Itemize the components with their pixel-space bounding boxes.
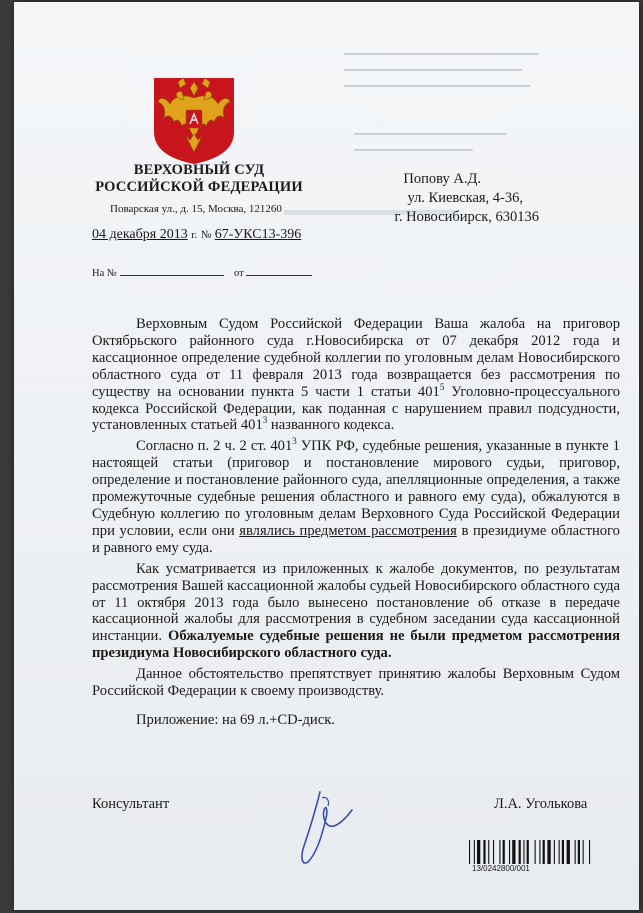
reference-date-blank [246, 266, 312, 276]
p2-end: в президиуме областного и равного ему суда. [92, 522, 620, 556]
p2-mid: УПК РФ, судебные решения, указанные в пункте 1 настоящей статьи (приговор и постановление мирового судьи, приговор, определение и постановление районного суда, апелляционные определения, а также промежуточные судебные решения областного и равного ему суда), обжалуются в Судебную коллегию по уголовным делам Верховного Суда Российской Федерации при условии, если они [92, 438, 620, 539]
barcode-bar [559, 840, 560, 864]
recipient-block [395, 170, 539, 227]
p1-sup: 5 [439, 381, 445, 392]
barcode-bar [539, 840, 540, 864]
barcode-icon [469, 840, 635, 864]
signatory-name: Л.А. Уголькова [494, 796, 588, 812]
coat-of-arms-icon [150, 74, 238, 166]
reference-line [92, 266, 312, 279]
barcode-bar [562, 840, 564, 864]
letter-page: ▬▬▬▬▬▬▬▬▬▬ ▁▁▁▁▁▁▁▁▁▁▁▁▁▁▁▁▁▁▁▁▁▁▁ ▁▁▁▁▁▁▁▁▁▁▁▁▁▁▁▁▁▁▁▁▁ ▁▁▁▁▁▁▁▁▁▁▁▁▁▁▁▁▁▁▁▁▁▁ ▁▁▁▁▁▁▁▁▁▁▁▁▁▁▁▁▁▁ ▁▁▁▁▁▁▁▁▁▁▁▁▁▁ ВЕРХОВНЫЙ СУД РОССИЙСКОЙ ФЕДЕРАЦИИ Поварская ул., д. 15, Москва, 121260 Попову А.Д. ул. Киевская, 4-36, г. Новосибирск, 630136 04 декабря 2013 г. № 67-УКС13-396 На № от Верховным Судом Российской Федерации Ваша жалоба на приговор Октябрьского районного суда г.Новосибирска от 07 декабря 2012 года и кассационное определение судебной коллегии по уголовным делам Новосибирского областного суда от 11 февраля 2013 года возвращается без рассмотрения по существу на основании пункта 5 части 1 статьи $401^5$ Уголовно-процессуального кодекса Российской Федерации, как поданная с нарушением правил подсудности, установленных статьей $401^3$ названного кодекса. Согласно п. 2 ч. 2 ст. $401^3$ УПК РФ, судебные решения, указанные в пункте 1 настоящей статьи (приговор и постановление мирового судьи, приговор, определение и постановление районного суда, апелляционные определения, а также промежуточные судебные решения областного и равного ему суда), обжалуются в Судебную коллегию по уголовным делам Верховного Суда Российской Федерации при условии, если они являлись предметом рассмотрения в президиуме областного и равного ему суда. Как усматривается из приложенных к жалобе документов, по результатам рассмотрения Вашей кассационной жалобы судьей Новосибирского областного суда от 11 октября 2013 года было вынесено постановление об отказе в передаче кассационной жалобы для рассмотрения в судебном заседании суда кассационной инстанции. Обжалуемые судебные решения не были предметом рассмотрения президиума Новосибирского областного суда. Данное обстоятельство препятствует принятию жалобы Верховным Судом Российской Федерации к своему производству. Приложение: на 69 л.+CD-диск. Консультант Л.А. Уголькова 13/0242800/001 [14, 2, 639, 910]
barcode-bar [535, 840, 536, 864]
barcode-bar [527, 840, 529, 864]
signatory-title: Консультант [92, 796, 170, 812]
p2-start: Согласно п. 2 ч. 2 ст. 401 [136, 438, 293, 455]
registration-line [92, 227, 301, 243]
barcode-bar [543, 840, 545, 864]
barcode-bar [493, 840, 494, 864]
recipient-name: Попову А.Д. [403, 171, 481, 187]
barcode-bar [483, 840, 485, 864]
p1-mid: Уголовно-процессуального кодекса Российской Федерации, как поданная с нарушением правил подсудности, установленных статьей 401 [92, 383, 620, 434]
barcode-bar [589, 840, 590, 864]
barcode-bar [567, 840, 570, 864]
barcode-bar [499, 840, 500, 864]
barcode-bar [477, 840, 480, 864]
p2-underlined: являлись предметом рассмотрения [239, 522, 457, 539]
from-label: от [234, 268, 244, 279]
barcode-bar [509, 840, 510, 864]
paragraph-3 [92, 561, 620, 662]
barcode-bar [512, 840, 515, 864]
barcode-bar [578, 840, 580, 864]
letter-date: 04 декабря 2013 [92, 227, 188, 242]
p1-text: Верховным Судом Российской Федерации Ваша жалоба на приговор Октябрьского районного суда г.Новосибирска от 07 декабря 2012 года и кассационное определение судебной коллегии по уголовным делам Новосибирского областного суда от 11 февраля 2013 года возвращается без рассмотрения по существу на основании пункта 5 части 1 статьи 401 [92, 316, 620, 400]
barcode-bar [575, 840, 576, 864]
letter-body [92, 316, 620, 733]
barcode-bar [488, 840, 489, 864]
court-name-line1: ВЕРХОВНЫЙ СУД [133, 162, 265, 178]
letter-number: 67-УКС13-396 [214, 227, 302, 242]
court-name-line2: РОССИЙСКОЙ ФЕДЕРАЦИИ [95, 179, 303, 195]
reference-number-blank [120, 266, 224, 276]
paragraph-4: Данное обстоятельство препятствует принятию жалобы Верховным Судом Российской Федерации к своему производству. [92, 666, 620, 700]
barcode-bar [474, 840, 475, 864]
handwritten-signature [276, 788, 376, 868]
p3-start: Как усматривается из приложенных к жалобе документов, по результатам рассмотрения Вашей кассационной жалобы судьей Новосибирского областного суда от 11 октября 2013 года было вынесено постановление об отказе в передаче кассационной жалобы для рассмотрения в судебном заседании суда кассационной инстанции. [92, 560, 620, 645]
recipient-city: г. Новосибирск, 630136 [394, 209, 539, 225]
barcode-bar [503, 840, 505, 864]
number-label: № [200, 229, 212, 241]
p1-end: названного кодекса. [267, 417, 395, 434]
barcode-bar [583, 840, 584, 864]
recipient-street: ул. Киевская, 4-36, [407, 190, 523, 206]
attachment-line: Приложение: на 69 л.+CD-диск. [136, 711, 335, 728]
court-name [94, 162, 304, 196]
barcode-number: 13/0242800/001 [472, 864, 530, 873]
p3-bold: Обжалуемые судебные решения не были предметом рассмотрения президиума Новосибирского областного суда. [92, 628, 620, 662]
court-address: Поварская ул., д. 15, Москва, 121260 [110, 203, 282, 215]
barcode-bar [519, 840, 521, 864]
paragraph-2 [92, 438, 620, 556]
date-suffix: г. [191, 229, 198, 241]
barcode-bar [469, 840, 470, 864]
p2-sup: 3 [292, 436, 297, 447]
barcode-bar [523, 840, 524, 864]
paragraph-1 [92, 316, 620, 434]
on-no-label: На № [92, 268, 117, 279]
barcode-bar [554, 840, 555, 864]
p1-sup2: 3 [262, 415, 268, 426]
barcode-bar [547, 840, 550, 864]
